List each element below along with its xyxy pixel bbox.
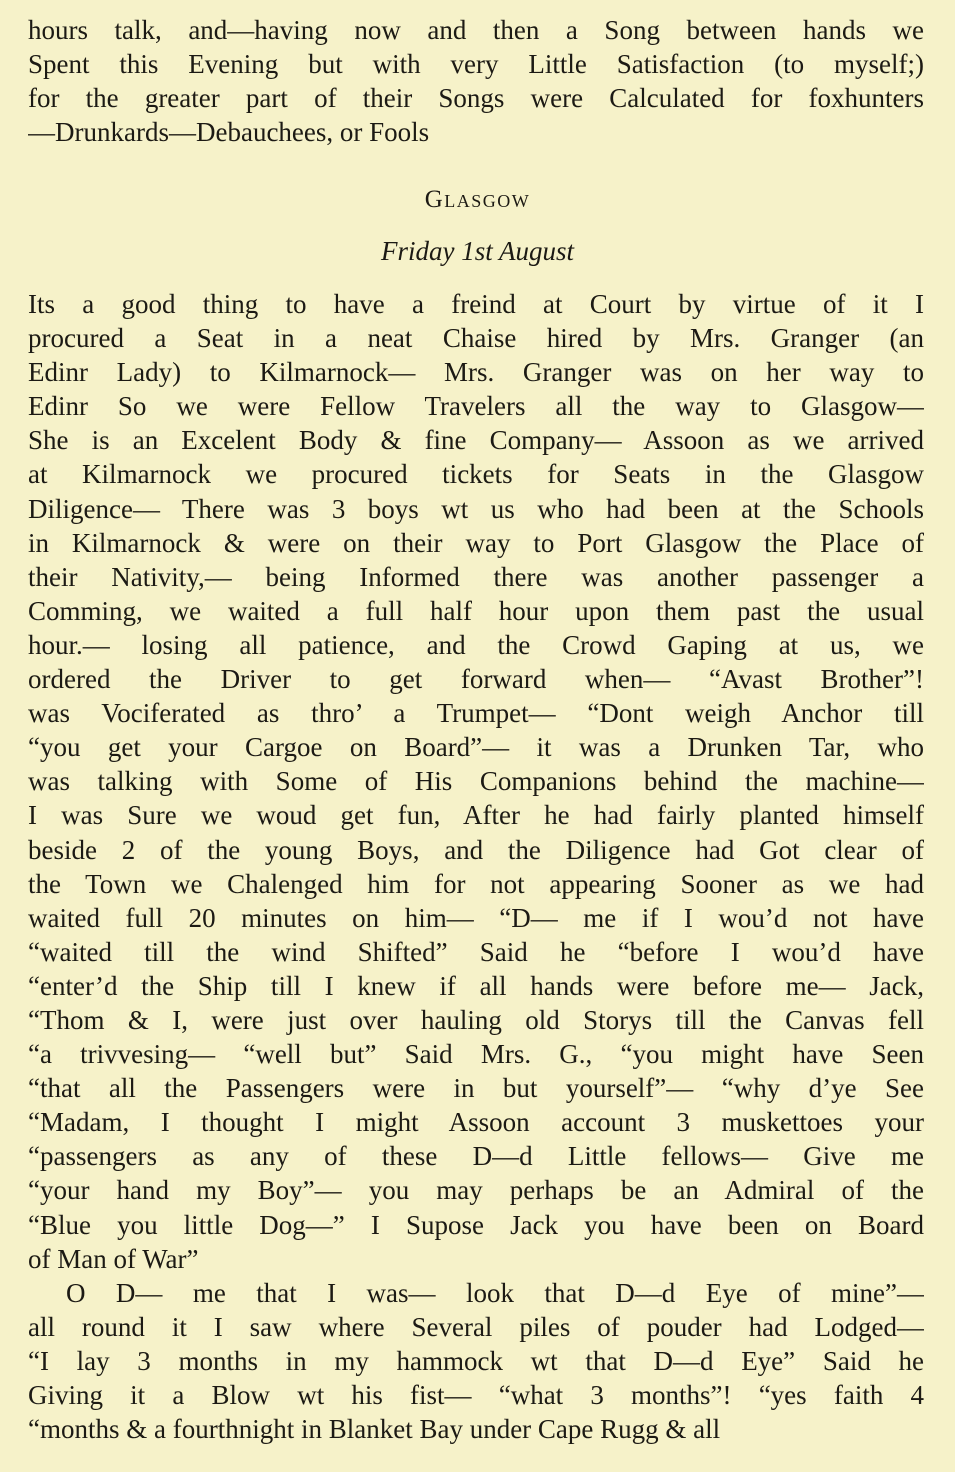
text-line: of Man of War” <box>28 1243 199 1274</box>
text-line: was talking with Some of His Companions behind the machine— <box>28 766 924 797</box>
text-line: “a trivvesing— “well but” Said Mrs. G., “you might have Seen <box>28 1039 924 1070</box>
text-line: in Kilmarnock & were on their way to Port Glasgow the Place of <box>28 527 924 558</box>
text-line: “you get your Cargoe on Board”— it was a Drunken Tar, who <box>28 732 924 763</box>
text-line: “enter’d the Ship till I knew if all hands were before me— Jack, <box>28 970 924 1001</box>
text-line: the Town we Chalenged him for not appearing Sooner as we had <box>28 868 924 899</box>
text-line: “passengers as any of these D—d Little fellows— Give me <box>28 1141 924 1172</box>
text-line: their Nativity,— being Informed there was another passenger a <box>28 561 924 592</box>
text-line: all round it I saw where Several piles of pouder had Lodged— <box>28 1311 924 1342</box>
text-line: ordered the Driver to get forward when— “Avast Brother”! <box>28 664 924 695</box>
text-line: Diligence— There was 3 boys wt us who had been at the Schools <box>28 493 924 524</box>
text-line: waited full 20 minutes on him— “D— me if I wou’d not have <box>28 902 924 933</box>
intro-paragraph <box>28 13 924 149</box>
text-line: “months & a fourthnight in Blanket Bay under Cape Rugg & all <box>28 1414 721 1445</box>
text-line: “your hand my Boy”— you may perhaps be an Admiral of the <box>28 1175 924 1206</box>
text-line: beside 2 of the young Boys, and the Diligence had Got clear of <box>28 834 924 865</box>
text-line: “Blue you little Dog—” I Supose Jack you have been on Board <box>28 1209 924 1240</box>
section-heading: Glasgow <box>424 186 531 213</box>
text-line: procured a Seat in a neat Chaise hired by Mrs. Granger (an <box>28 323 924 354</box>
text-line: Edinr So we were Fellow Travelers all the way to Glasgow— <box>28 391 924 422</box>
text-line: Spent this Evening but with very Little Satisfaction (to myself;) <box>28 49 924 80</box>
text-line: hour.— losing all patience, and the Crowd Gaping at us, we <box>28 629 924 660</box>
text-line: I was Sure we woud get fun, After he had fairly planted himself <box>28 800 924 831</box>
text-line: “waited till the wind Shifted” Said he “before I wou’d have <box>28 936 924 967</box>
text-line: was Vociferated as thro’ a Trumpet— “Dont weigh Anchor till <box>28 698 924 729</box>
text-line: O D— me that I was— look that D—d Eye of mine”— <box>66 1277 924 1308</box>
text-line: “Madam, I thought I might Assoon account 3 muskettoes your <box>28 1107 924 1138</box>
text-line: Edinr Lady) to Kilmarnock— Mrs. Granger was on her way to <box>28 357 924 388</box>
text-line: “that all the Passengers were in but yourself”— “why d’ye See <box>28 1073 924 1104</box>
text-line: Giving it a Blow wt his fist— “what 3 months”! “yes faith 4 <box>28 1380 924 1410</box>
text-line: —Drunkards—Debauchees, or Fools <box>28 117 430 148</box>
text-line: Comming, we waited a full half hour upon them past the usual <box>28 595 924 626</box>
text-line: Its a good thing to have a freind at Court by virtue of it I <box>28 289 924 319</box>
text-line: for the greater part of their Songs were Calculated for foxhunters <box>28 83 924 114</box>
text-line: “Thom & I, were just over hauling old Storys till the Canvas fell <box>28 1004 924 1035</box>
text-line: “I lay 3 months in my hammock wt that D—d Eye” Said he <box>28 1345 924 1376</box>
text-line: at Kilmarnock we procured tickets for Seats in the Glasgow <box>28 459 924 490</box>
entry-date: Friday 1st August <box>380 236 574 266</box>
text-line: She is an Excelent Body & fine Company— Assoon as we arrived <box>28 425 924 456</box>
text-line: hours talk, and—having now and then a Song between hands we <box>28 15 924 45</box>
body-text <box>28 287 924 1446</box>
